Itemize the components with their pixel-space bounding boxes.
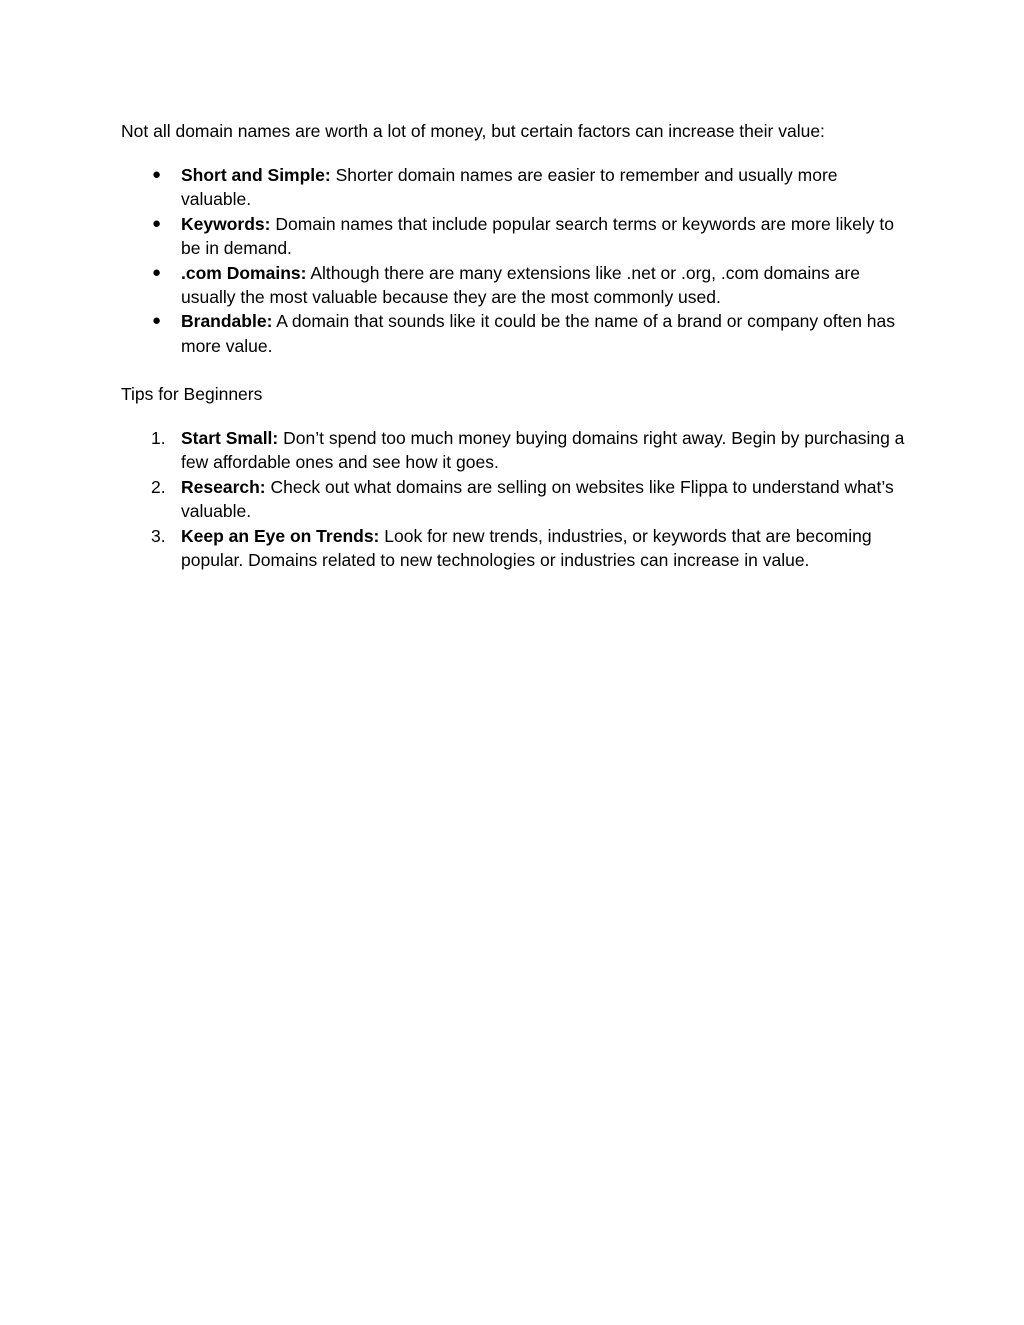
list-item-term: Keywords: [181,213,271,234]
list-item [121,163,911,212]
list-item-description: Although there are many extensions like .net or .org, .com domains are usually the most valuable because they are the most commonly used. [181,262,860,308]
bullet-icon: ● [152,214,162,232]
list-item-description: Shorter domain names are easier to remember and usually more valuable. [181,165,838,210]
list-item-text [181,475,911,524]
list-item-term: Research: [181,476,266,497]
list-item [121,426,911,475]
tips-heading: Tips for Beginners [121,384,263,404]
list-item [121,524,911,573]
list-item-text [181,212,911,261]
list-item-term: .com Domains: [181,262,307,283]
list-number: 2. [151,476,166,497]
list-item-text [181,524,911,573]
list-item-description: Domain names that include popular search terms or keywords are more likely to be in demand. [181,213,894,259]
list-item-description: A domain that sounds like it could be the name of a brand or company often has more value. [181,311,896,356]
list-item-description: Don’t spend too much money buying domains right away. Begin by purchasing a few affordable ones and see how it goes. [181,428,905,473]
tips-list [121,426,911,572]
list-item-description: Look for new trends, industries, or keywords that are becoming popular. Domains related to new technologies or industries can increase in value. [181,525,872,571]
list-item-term: Keep an Eye on Trends: [181,525,380,546]
list-item-text [181,309,911,358]
list-item [121,475,911,524]
bullet-icon: ● [152,166,162,183]
list-item-term: Brandable: [181,311,273,332]
list-item-text [181,261,911,310]
list-item [121,212,911,261]
list-item-term: Start Small: [181,428,279,448]
list-item-text [181,426,911,475]
list-number: 3. [151,525,166,546]
list-item-term: Short and Simple: [181,165,331,185]
bullet-icon: ● [152,263,162,281]
intro-paragraph: Not all domain names are worth a lot of money, but certain factors can increase their value: [121,121,825,141]
list-item-text [181,163,911,212]
list-item [121,261,911,310]
value-factors-list [121,163,911,358]
list-item [121,309,911,358]
list-item-description: Check out what domains are selling on websites like Flippa to understand what’s valuable. [181,476,894,522]
list-number: 1. [151,428,166,448]
bullet-icon: ● [152,312,162,330]
